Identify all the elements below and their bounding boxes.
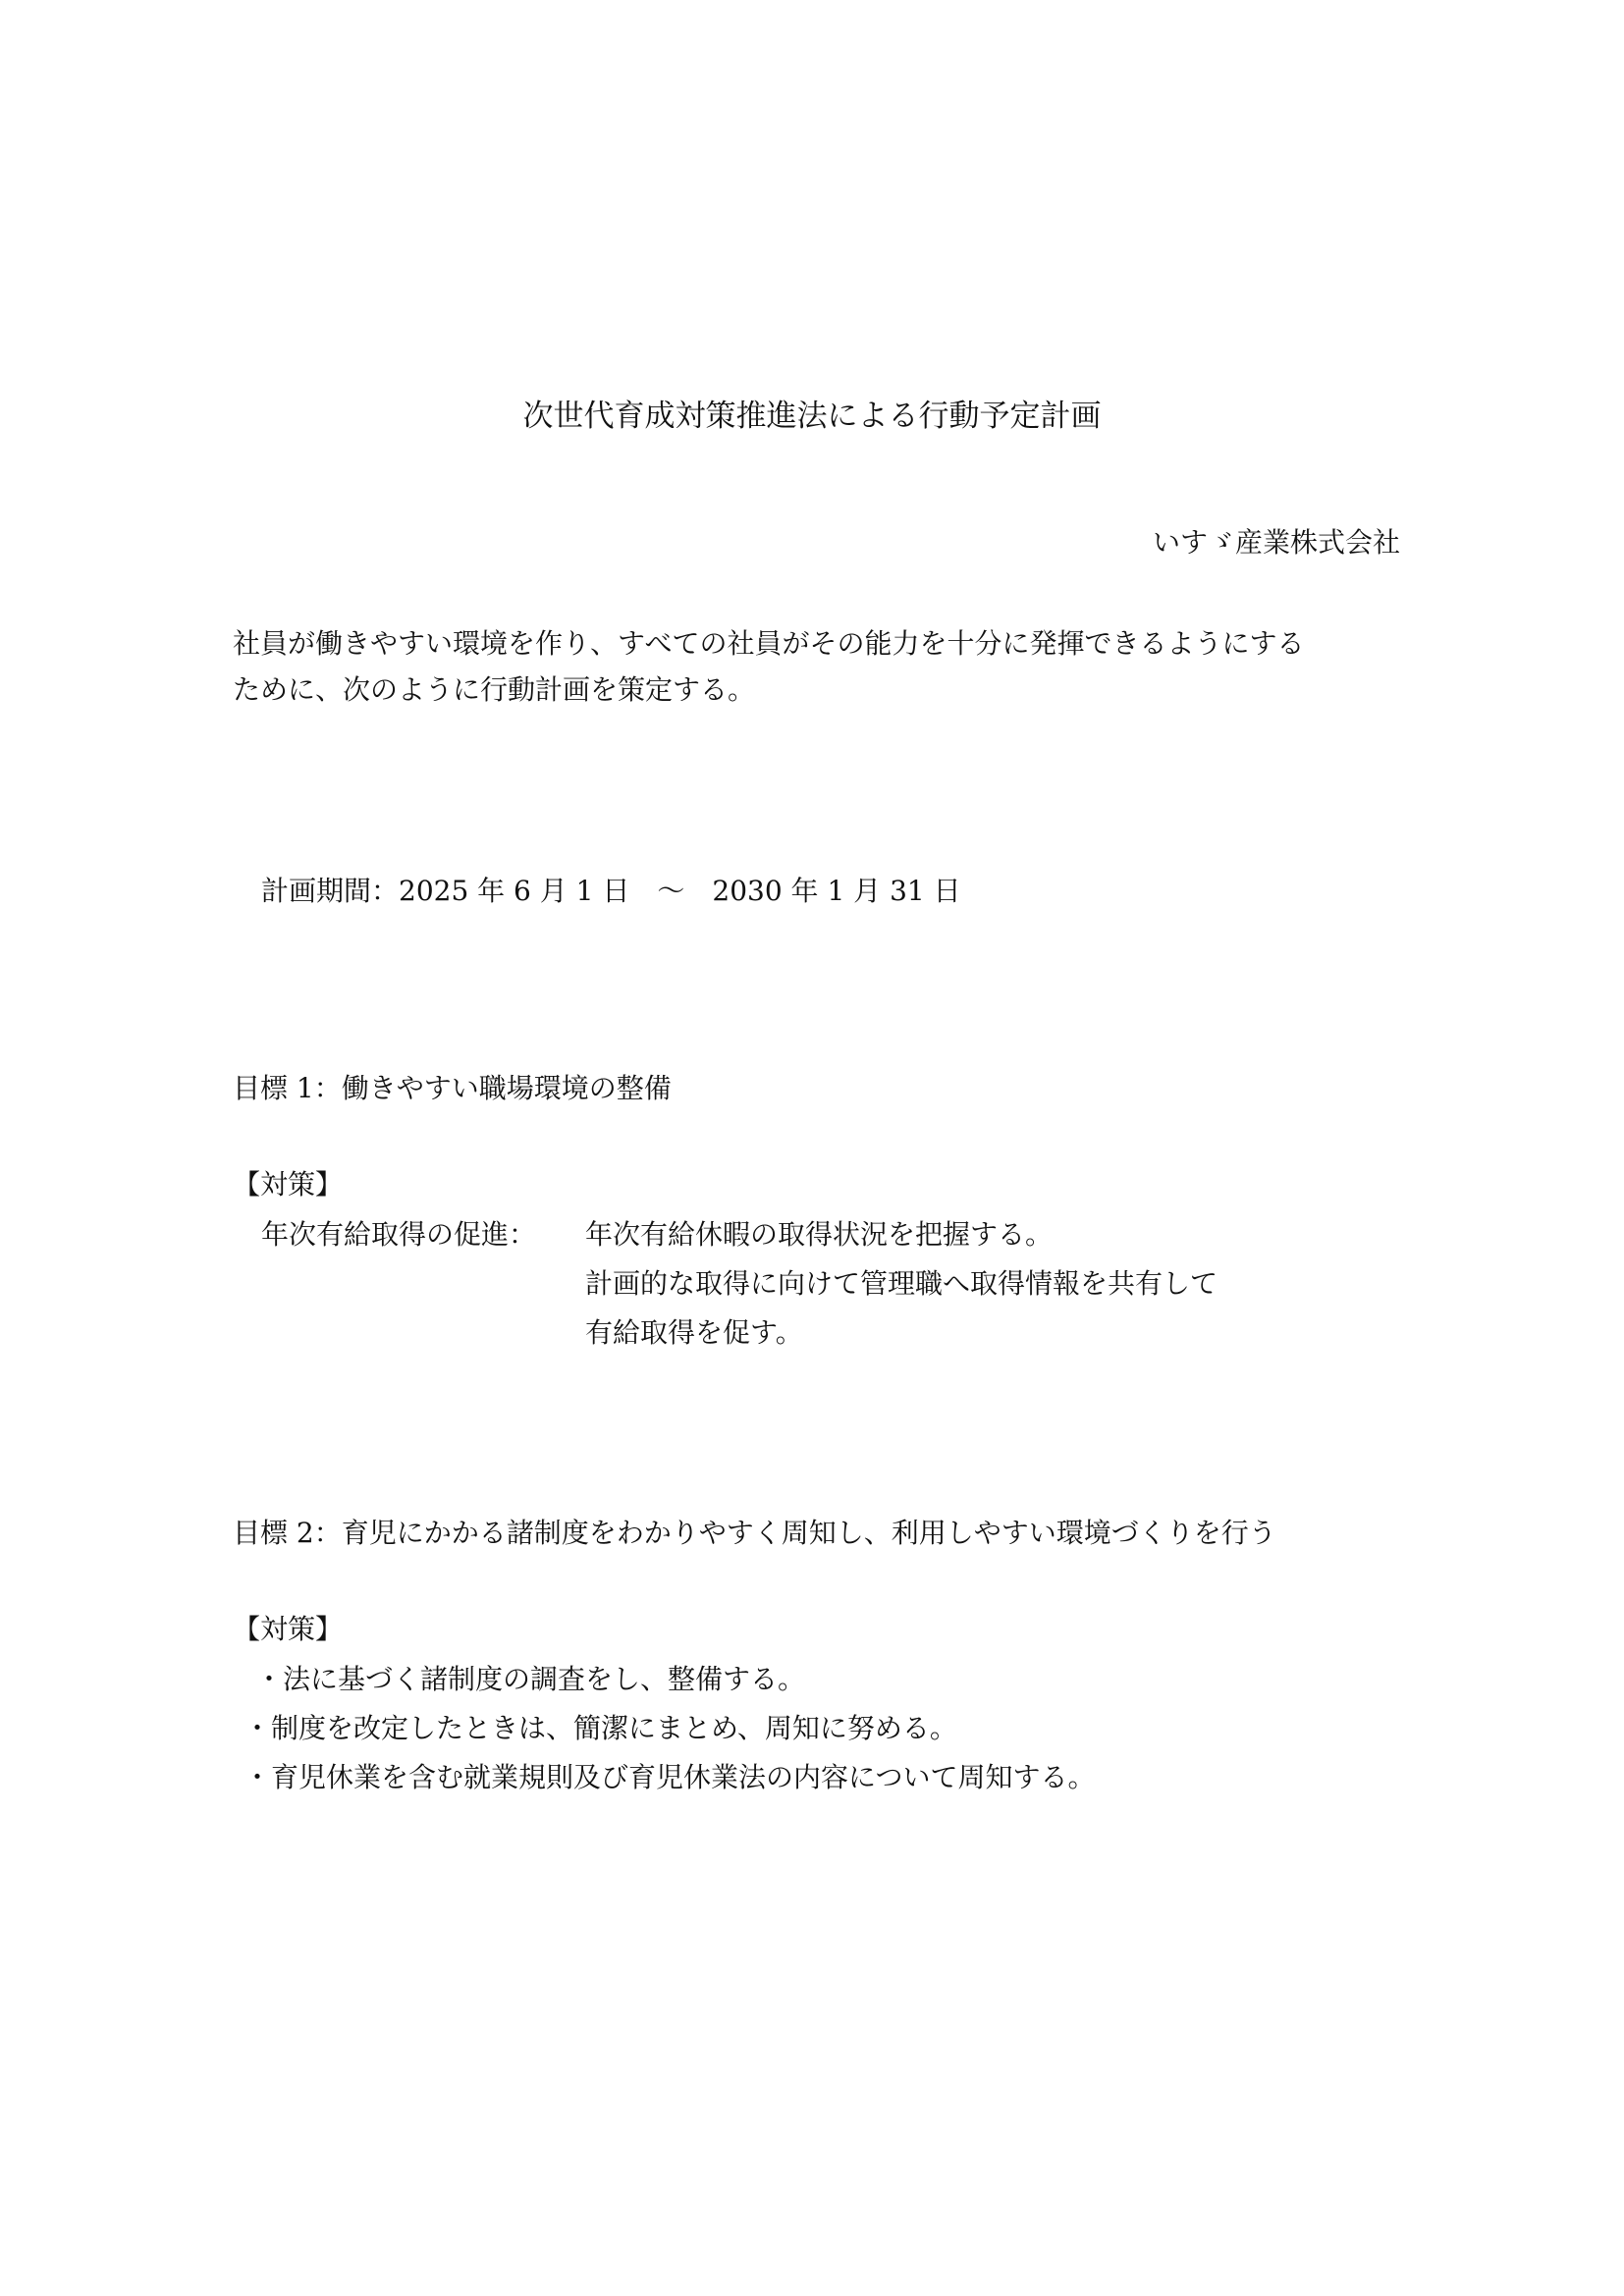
- goal-1-measure-line: 年次有給休暇の取得状況を把握する。: [585, 1218, 1054, 1251]
- plan-period: 計画期間：2025 年 6 月 1 日 ～ 2030 年 1 月 31 日: [261, 875, 961, 907]
- goal-2-measures-heading: 【対策】: [233, 1613, 344, 1645]
- intro-line: ために、次のように行動計画を策定する。: [233, 673, 756, 706]
- intro-line: 社員が働きやすい環境を作り、すべての社員がその能力を十分に発揮できるようにする: [233, 627, 1305, 660]
- goal-2-title: 目標 2：育児にかかる諸制度をわかりやすく周知し、利用しやすい環境づくりを行う: [233, 1517, 1276, 1549]
- goal-1-measure-line: 計画的な取得に向けて管理職へ取得情報を共有して: [585, 1267, 1218, 1300]
- goal-2-measure-item: ・育児休業を含む就業規則及び育児休業法の内容について周知する。: [244, 1761, 1096, 1793]
- goal-2-measure-item: ・法に基づく諸制度の調査をし、整備する。: [255, 1663, 806, 1695]
- goal-1-title: 目標 1：働きやすい職場環境の整備: [233, 1072, 672, 1104]
- document-title: 次世代育成対策推進法による行動予定計画: [522, 399, 1102, 434]
- goal-2-measure-item: ・制度を改定したときは、簡潔にまとめ、周知に努める。: [244, 1712, 957, 1744]
- company-name: いすゞ産業株式会社: [1152, 526, 1400, 559]
- goal-1-measure-label: 年次有給取得の促進：: [261, 1218, 537, 1251]
- goal-1-measures-heading: 【対策】: [233, 1168, 344, 1201]
- goal-1-measure-line: 有給取得を促す。: [585, 1316, 803, 1349]
